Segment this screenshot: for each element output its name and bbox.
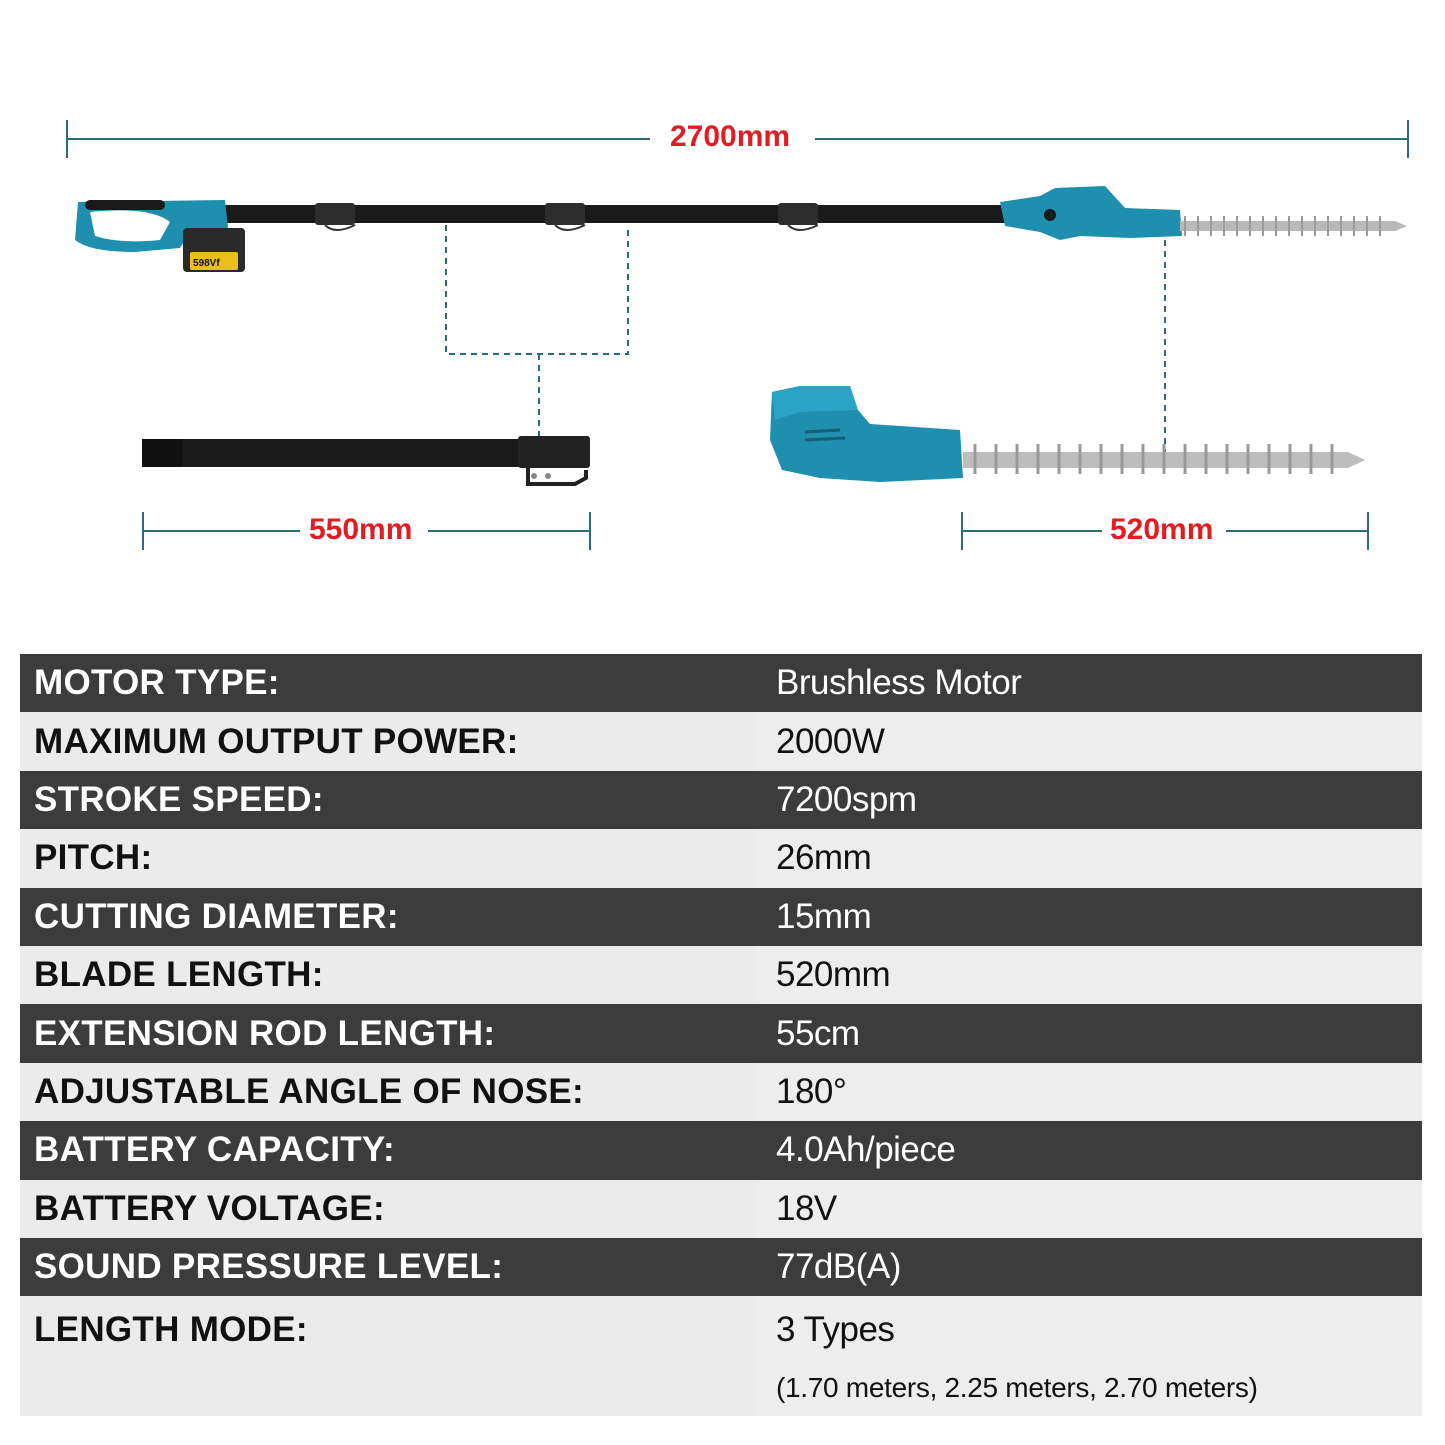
spec-value: 7200spm bbox=[756, 771, 1422, 829]
spec-value: Brushless Motor bbox=[756, 654, 1422, 712]
spec-value: 55cm bbox=[756, 1004, 1422, 1062]
spec-value: 3 Types bbox=[776, 1310, 895, 1350]
spec-row-battery-capacity bbox=[20, 1121, 1422, 1179]
spec-label: SOUND PRESSURE LEVEL: bbox=[20, 1238, 756, 1296]
spec-value: 15mm bbox=[756, 888, 1422, 946]
spec-value: 26mm bbox=[756, 829, 1422, 887]
blade-length-label: 520mm bbox=[1110, 513, 1214, 546]
spec-value: 520mm bbox=[756, 946, 1422, 1004]
spec-label: BLADE LENGTH: bbox=[20, 946, 756, 1004]
spec-row-blade-length bbox=[20, 946, 1422, 1004]
spec-label: STROKE SPEED: bbox=[20, 771, 756, 829]
spec-label: PITCH: bbox=[20, 829, 756, 887]
spec-row-stroke-speed bbox=[20, 771, 1422, 829]
spec-label: MAXIMUM OUTPUT POWER: bbox=[20, 712, 756, 770]
spec-label: ADJUSTABLE ANGLE OF NOSE: bbox=[20, 1063, 756, 1121]
spec-row-max-output-power bbox=[20, 712, 1422, 770]
spec-value: 77dB(A) bbox=[756, 1238, 1422, 1296]
spec-note: (1.70 meters, 2.25 meters, 2.70 meters) bbox=[776, 1372, 1258, 1404]
spec-row-motor-type bbox=[20, 654, 1422, 712]
battery-label: 598Vf bbox=[193, 258, 220, 269]
product-illustration bbox=[0, 0, 1445, 620]
spec-row-pitch bbox=[20, 829, 1422, 887]
spec-label: BATTERY VOLTAGE: bbox=[20, 1180, 756, 1238]
spec-label: CUTTING DIAMETER: bbox=[20, 888, 756, 946]
spec-value: 18V bbox=[756, 1180, 1422, 1238]
spec-value-cell bbox=[756, 1296, 1422, 1416]
pole-hedge-trimmer-assembled bbox=[75, 186, 1407, 272]
spec-label: MOTOR TYPE: bbox=[20, 654, 756, 712]
spec-row-battery-voltage bbox=[20, 1180, 1422, 1238]
spec-label: EXTENSION ROD LENGTH: bbox=[20, 1004, 756, 1062]
spec-value: 2000W bbox=[756, 712, 1422, 770]
total-length-label: 2700mm bbox=[670, 120, 791, 153]
spec-value: 180° bbox=[756, 1063, 1422, 1121]
spec-table bbox=[20, 654, 1422, 1416]
extension-rod-detail bbox=[142, 436, 590, 484]
spec-value: 4.0Ah/piece bbox=[756, 1121, 1422, 1179]
extension-rod-length-label: 550mm bbox=[309, 513, 413, 546]
spec-row-length-mode bbox=[20, 1296, 1422, 1416]
spec-label: BATTERY CAPACITY: bbox=[20, 1121, 756, 1179]
spec-row-extension-rod-length bbox=[20, 1004, 1422, 1062]
spec-row-sound-pressure bbox=[20, 1238, 1422, 1296]
trimmer-head-detail bbox=[770, 386, 1365, 482]
spec-row-cutting-diameter bbox=[20, 888, 1422, 946]
spec-row-adjustable-angle bbox=[20, 1063, 1422, 1121]
spec-label: LENGTH MODE: bbox=[20, 1296, 756, 1416]
